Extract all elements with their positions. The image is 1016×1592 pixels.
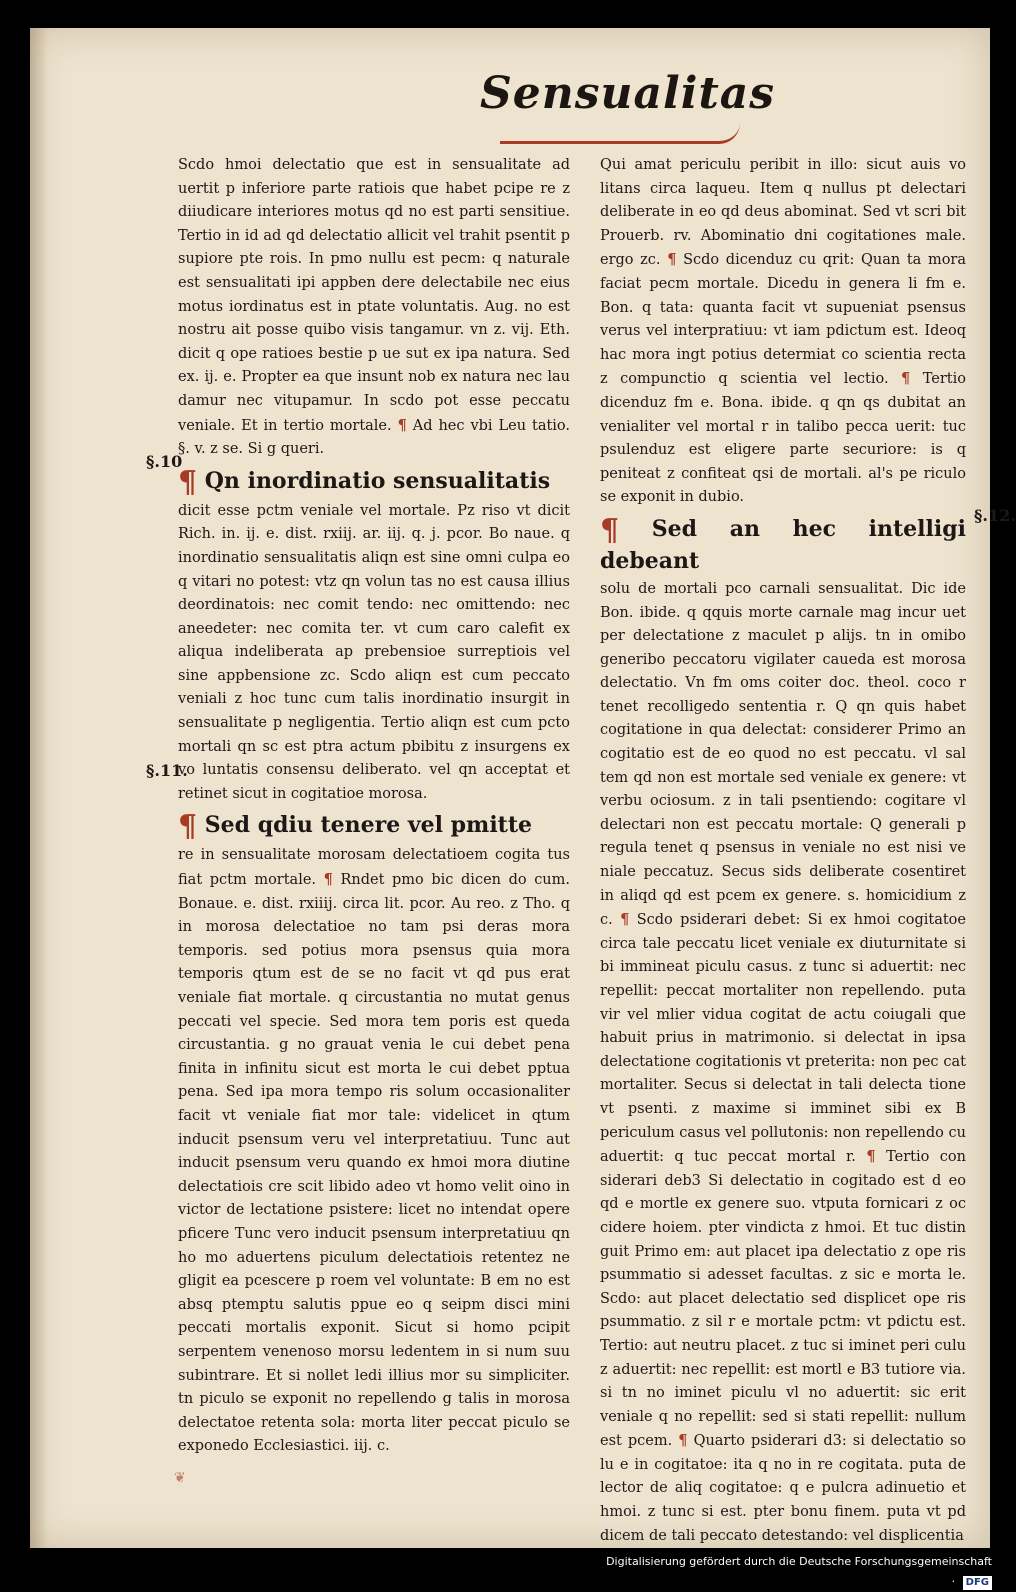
left-paragraph-1 — [178, 154, 570, 462]
right-text-column — [600, 154, 966, 1548]
rubric-pilcrow-mark: ¶ — [178, 809, 198, 845]
footer-credit-text: Digitalisierung gefördert durch die Deutsche Forschungsgemeinschaft · — [606, 1555, 992, 1588]
section-heading-11 — [178, 809, 570, 845]
pilcrow-mark: ¶ — [667, 251, 677, 269]
right-paragraph-2 — [600, 578, 966, 1548]
pilcrow-mark: ¶ — [678, 1432, 688, 1450]
left-paragraph-3 — [178, 844, 570, 1458]
pilcrow-mark: ¶ — [323, 871, 333, 889]
left-paragraph-1-tail: Ad hec vbi Leu tatio. §. v. z se. Si g queri. — [178, 417, 571, 458]
margin-section-number-10: §.10 — [146, 452, 183, 471]
left-paragraph-3-continuation: Rndet pmo bic dicen do cum. Bonaue. e. dist. rxiiij. circa lit. pcor. Au reo. z Tho. q in morosa delectatioe no tam psi deras mora temporis. sed potius mora psensus quia mora temporis qtum est de se no facit vt qd pus erat veniale fiat mortale. q circustantia no mutat genus peccati vel specie. Sed mora tem poris est queda circustantia. g no grauat venia le cui debet pena finita in infinitu sicut est morta le cui debet pptua pena. Sed ipa mora tempo ris solum occasionaliter facit vt veniale fiat mor tale: videlicet in qtum inducit psensum veru vel interpretatiuu. Tunc aut inducit psensum veru quando ex hmoi mora diutine delectatiois cre scit libido adeo vt homo velit oino in victor de lectatione psistere: licet no intendat opere pficere Tunc vero inducit psensum interpretatiuu qn ho mo aduertens piculum delectatiois retentez ne gligit ea pcescere p roem vel voluntate: B em no est absq ptemptu salutis ppue eo q seipm disci mini peccati mortalis exponit. Sicut si homo pcipit serpentem venenoso morsu ledentem in si num suu subintrare. Et si nollet ledi illius mor su simpliciter. tn piculo se exponit no repellendo g talis in morosa delectatoe retenta sola: morta liter peccat piculo se exponedo Ecclesiastici. iij. c. — [178, 872, 571, 1455]
pilcrow-mark: ¶ — [866, 1148, 876, 1166]
right-paragraph-2-fourth: Quarto psiderari d3: si delectatio so lu e in cogitatoe: ita q no in re cogitata. puta de lector de aliq cogitatoe: q e pulcra adinuetio et hmoi. z tunc si est. pter bonu finem. puta vt pd dicem de tali peccato detestando: vel displicentia — [600, 1433, 966, 1544]
left-paragraph-2: dicit esse pctm veniale vel mortale. Pz riso vt dicit Rich. in. ij. e. dist. rxiij. ar. iij. q. j. pcor. Bo naue. q inordinatio sensualitatis aliqn est sine omni culpa eo q vitari no potest: vtz qn volun tas no est causa illius deordinatois: nec comit tendo: nec omittendo: nec aneedeter: nec comita ter. vt cum caro calefit ex aliqua indeliberata ap prebensioe surreptiois vel sine appbensione zc. Scdo aliqn est cum peccato veniali z hoc tunc cum talis inordinatio insurgit in sensualitate p negligentia. Tertio aliqn est cum pcto mortali qn sc est ptra actum pbibitu z insurgens ex vo luntatis consensu deliberato. vel qn acceptat et retinet sicut in cogitatioe morosa. — [178, 502, 570, 802]
book-page — [30, 28, 1016, 1548]
section-heading-10 — [178, 466, 570, 498]
margin-section-number-11: §.11. — [146, 761, 188, 780]
right-paragraph-2-third: Tertio con siderari deb3 Si delectatio in cogitado est d eo qd e mortle ex genere suo. vtputa fornicari z oc cidere hoiem. pter vindicta z hmoi. Et tuc distin guit Primo em: aut placet ipa delectatio z ope ris psummatio si adesset facultas. z sic e morta le. Scdo: aut placet delectatio sed displicet ope ris psummatio. z sil r e mortale pctm: vt pdictu est. Tertio: aut neutru placet. z tuc si iminet peri culu z aduertit: nec repellit: est mortl e B3 tutiore via. si tn no iminet piculu vl no aduertit: sic erit veniale q no repellit: sed si stati repellit: nullum est pcem. — [600, 1149, 966, 1450]
left-paragraph-3-text: re in sensualitate morosam delectatioem cogita tus fiat pctm mortale. — [178, 847, 570, 889]
left-paragraph-1-text: Scdo hmoi delectatio que est in sensualitate ad uertit p inferiore parte ratiois que habet pcipe re z diiudicare interiores motus qd no est parti sensitiue. Tertio in id ad qd delectatio allicit vel trahit psentit p supiore pte rois. In pmo nullu est pecm: q naturale est sensualitati ipi appben dere delectabile nec eius motus iordinatus est in ptate voluntatis. Aug. no est nostru ait posse quibo visis tangamur. vn z. vij. Eth. dicit q ope ratioes bestie p ue sut ex ipa natura. Sed ex. ij. e. Propter ea que insunt nob ex natura nec lau damur nec vitupamur. In scdo pot esse peccatu veniale. Et in tertio mortale. — [178, 157, 570, 434]
pilcrow-mark: ¶ — [620, 911, 630, 929]
right-paragraph-2-text: solu de mortali pco carnali sensualitat. Dic ide Bon. ibide. q qquis morte carnale mag incur uet per delectatione z maculet p alijs. tn in omibo generibo peccatoru vigilater caueda est morosa delectatio. Vn fm oms coiter doc. theol. coco r tenet recolligedo sententia r. Q qn quis habet cogitatione in qua delectat: considerer Primo an cogitatio est de eo quod no est peccatu. vl sal tem qd non est mortale sed veniale ex genere: vt verbu ociosum. z in tali psentiendo: cogitare vl delectari non est peccatu mortale: Q generali p regula tenet q psensus in veniale no est nisi ve niale peccatuz. Secus sids deliberate cosentiret in aliqd qd est pcem ex genere. s. homicidium z c. — [600, 580, 966, 929]
section-heading-11-text: Sed qdiu tenere vel pmitte — [204, 812, 533, 839]
right-paragraph-1-second: Scdo dicenduz cu qrit: Quan ta mora faciat pecm mortale. Dicedu in genera li fm e. Bon. q tata: quanta facit vt supueniat psensus verus vel interpratiuu: vt iam pdictum est. Ideoq hac mora ingt potius determiat co scientia recta z compunctio q scientia vel lectio. — [600, 252, 967, 388]
red-flourish-decoration — [500, 123, 740, 144]
section-heading-12 — [600, 514, 966, 576]
pilcrow-mark: ¶ — [397, 416, 407, 434]
section-heading-10-text: Qn inordinatio sensualitatis — [204, 467, 551, 494]
red-ink-stain: ❦ — [174, 1470, 186, 1486]
digitization-credit-footer — [600, 1552, 992, 1588]
section-heading-12-text: Sed an hec intelligi debeant — [600, 515, 966, 574]
right-paragraph-1-third: Tertio dicenduz fm e. Bona. ibide. q qn qs dubitat an venialiter vel mortal r in talibo pecca uerit: tuc psulenduz est eligere parte securiore: is q peniteat z confiteat qsi de mortali. al's pe riculo se exponit in dubio. — [600, 371, 966, 506]
running-head-title: Sensualitas — [480, 68, 776, 119]
right-paragraph-1 — [600, 154, 966, 510]
rubric-pilcrow-mark: ¶ — [600, 512, 620, 548]
rubric-pilcrow-mark: ¶ — [178, 464, 198, 500]
left-text-column — [178, 154, 570, 1459]
right-paragraph-2-second: Scdo psiderari debet: Si ex hmoi cogitatoe circa tale peccatu licet veniale ex diuturnitate si bi immineat piculu casus. z tunc si aduertit: nec repellit: peccat mortaliter non repellendo. puta vir vel mlier vidua cogitat de actu coiugali que habuit prius in matrimonio. si delectat in ipsa delectatione cogitationis vt preterita: non pec cat mortaliter. Secus si delectat in tali delecta tione vt psenti. z maxime si imminet sibi ex B periculum casus vel pollutonis: non repellendo cu aduertit: q tuc peccat mortal r. — [600, 912, 966, 1166]
margin-section-number-12: §.12. — [974, 506, 1016, 525]
pilcrow-mark: ¶ — [901, 370, 911, 388]
right-paragraph-1-text: Qui amat periculu peribit in illo: sicut auis vo litans circa laqueu. Item q nullus pt delectari deliberate in eo qd deus abominat. Sed vt scri bit Prouerb. rv. Abominatio dni cogitationes male. ergo zc. — [600, 157, 966, 269]
dfg-logo: DFG — [963, 1576, 992, 1590]
